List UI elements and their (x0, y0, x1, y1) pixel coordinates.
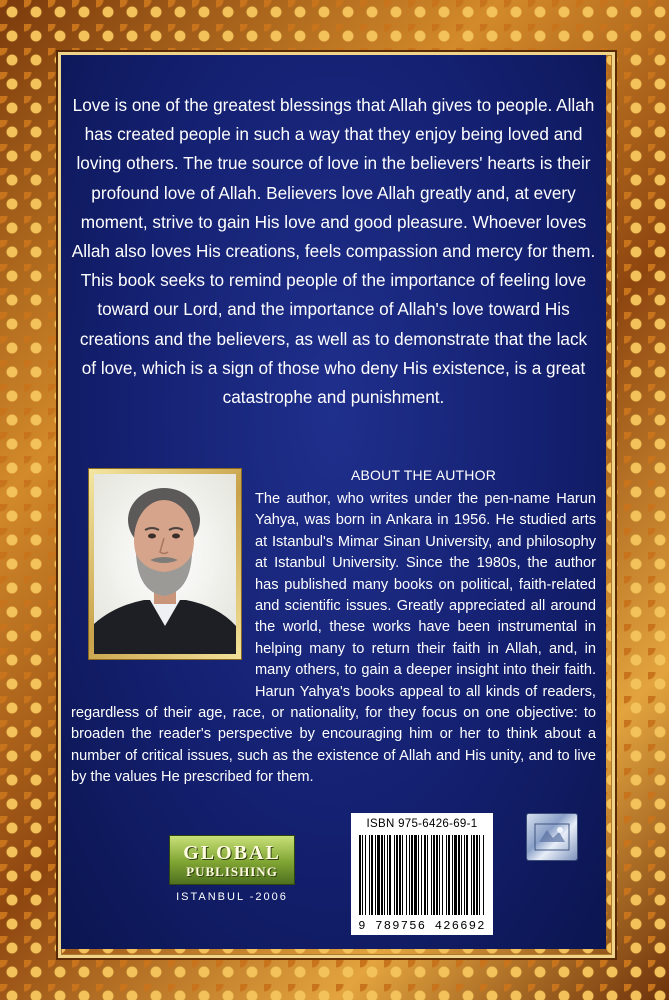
barcode-bar (399, 835, 401, 915)
barcode-bar (387, 835, 388, 915)
barcode-bar (471, 835, 472, 915)
barcode-bar (461, 835, 462, 915)
barcode-bar (476, 835, 478, 915)
barcode-bar (359, 835, 361, 915)
barcode-bar (442, 835, 443, 915)
barcode-bar (448, 835, 450, 915)
barcode-bar (406, 835, 407, 915)
barcode-bar (365, 835, 366, 915)
barcode-bars (359, 835, 485, 915)
barcode-bar (433, 835, 435, 915)
barcode-bar (375, 835, 376, 915)
author-bio-text: The author, who writes under the pen-name Harun Yahya, was born in Ankara in 1956. He studied arts at Istanbul's Mimar Sinan University, and philosophy at Istanbul University. Since the 1980s, the author has published many books on political, faith-related and scientific issues. Greatly appreciated all around the world, these works have been instrumental in helping many to return their faith in Allah, and, in many others, to gain a deeper insight into their faith. Harun Yahya's books appeal to all kinds of readers, regardless of their age, race, or nationality, for they focus on one objective: to broaden the reader's perspective by encouraging him or her to think about a number of critical issues, such as the existence of Allah and His unity, and to live by the values He prescribed for them. (71, 491, 596, 786)
blurb-paragraph-1: Love is one of the greatest blessings that Allah gives to people. Allah has created people in such a way that they enjoy being loved and loving others. The true source of love in the believers' hearts is their profound love of Allah. Believers love Allah greatly and, at every moment, strive to gain His love and good pleasure. Whoever loves Allah also loves His creations, feels compassion and mercy for them. (71, 95, 596, 262)
hologram-sticker (526, 813, 578, 861)
cover-blurb (71, 91, 596, 412)
hologram-icon (533, 822, 571, 852)
barcode-bar (436, 835, 438, 915)
barcode-bar (377, 835, 380, 915)
barcode-bar (369, 835, 370, 915)
isbn-barcode (351, 813, 493, 935)
publisher-block (168, 835, 296, 903)
author-bio (71, 489, 596, 789)
barcode-bar (454, 835, 457, 915)
barcode-bar (466, 835, 468, 915)
barcode-bar (414, 835, 417, 915)
barcode-bar (431, 835, 432, 915)
publisher-logo (169, 835, 295, 885)
barcode-bar (389, 835, 391, 915)
barcode-bar (384, 835, 385, 915)
barcode-bar (402, 835, 403, 915)
barcode-bar (446, 835, 447, 915)
barcode-bar (394, 835, 395, 915)
barcode-bar (371, 835, 373, 915)
ean-number: 9 789756 426692 (358, 919, 486, 933)
barcode-bar (439, 835, 440, 915)
isbn-number: ISBN 975-6426-69-1 (366, 818, 478, 830)
barcode-bar (483, 835, 484, 915)
barcode-bar (362, 835, 363, 915)
blue-panel (61, 55, 606, 949)
barcode-bar (381, 835, 383, 915)
barcode-bar (427, 835, 428, 915)
barcode-bar (418, 835, 419, 915)
barcode-bar (411, 835, 413, 915)
publisher-logo-line1: GLOBAL (183, 841, 281, 864)
barcode-bar (458, 835, 460, 915)
barcode-bar (452, 835, 453, 915)
barcode-bar (396, 835, 398, 915)
barcode-bar (409, 835, 410, 915)
publisher-city-year: ISTANBUL -2006 (176, 891, 288, 903)
blurb-paragraph-2: This book seeks to remind people of the importance of feeling love toward our Lord, and the importance of Allah's love toward His creations and the believers, as well as to demonstrate that the lack of love, which is a sign of those who deny His existence, is a great catastrophe and punishment. (79, 270, 588, 408)
barcode-bar (479, 835, 480, 915)
about-author-heading: ABOUT THE AUTHOR (350, 467, 497, 483)
publisher-logo-line2: PUBLISHING (186, 863, 278, 879)
photo-wrap-spacer (71, 489, 255, 685)
barcode-bar (421, 835, 422, 915)
barcode-bar (424, 835, 426, 915)
barcode-bar (473, 835, 475, 915)
barcode-bar (464, 835, 465, 915)
